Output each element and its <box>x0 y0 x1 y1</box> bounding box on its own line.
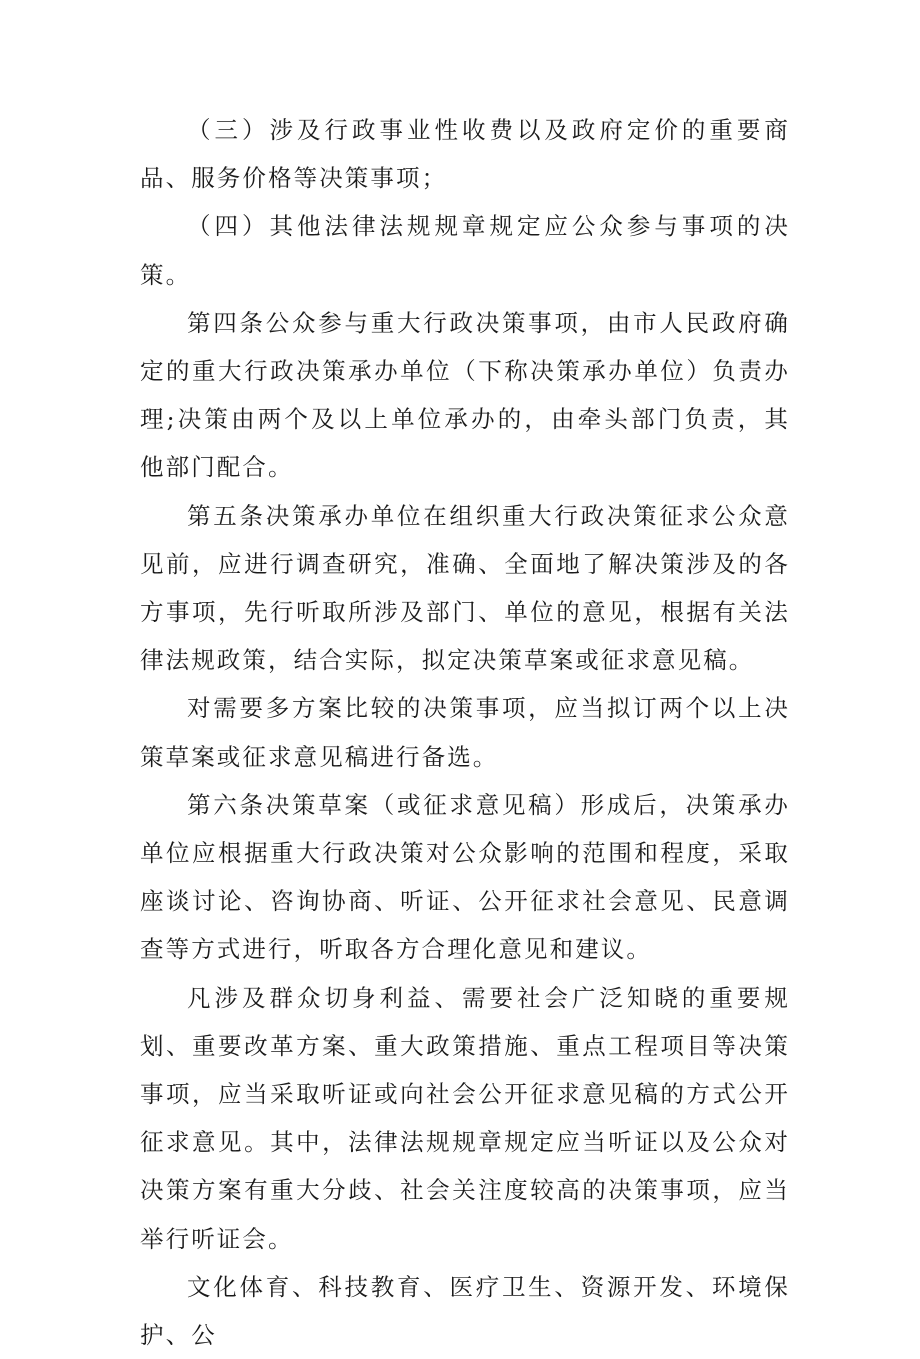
paragraph-article-6: 第六条决策草案（或征求意见稿）形成后，决策承办单位应根据重大行政决策对公众影响的范围和程度，采取座谈讨论、咨询协商、听证、公开征求社会意见、民意调查等方式进行，听取各方合理化意见和建议。 <box>140 790 790 964</box>
paragraph-culture-sports: 文化体育、科技教育、医疗卫生、资源开发、环境保护、公 <box>140 1272 790 1350</box>
paragraph-article-4: 第四条公众参与重大行政决策事项，由市人民政府确定的重大行政决策承办单位（下称决策承办单位）负责办理;决策由两个及以上单位承办的，由牵头部门负责，其他部门配合。 <box>140 308 790 482</box>
paragraph-article-5: 第五条决策承办单位在组织重大行政决策征求公众意见前，应进行调查研究，准确、全面地了解决策涉及的各方事项，先行听取所涉及部门、单位的意见，根据有关法律法规政策，结合实际，拟定决策草案或征求意见稿。 <box>140 501 790 675</box>
document-body <box>140 106 790 1359</box>
paragraph-multiple-drafts: 对需要多方案比较的决策事项，应当拟订两个以上决策草案或征求意见稿进行备选。 <box>140 694 790 771</box>
paragraph-public-hearing: 凡涉及群众切身利益、需要社会广泛知晓的重要规划、重要改革方案、重大政策措施、重点工程项目等决策事项，应当采取听证或向社会公开征求意见稿的方式公开征求意见。其中，法律法规规章规定应当听证以及公众对决策方案有重大分歧、社会关注度较高的决策事项，应当举行听证会。 <box>140 983 790 1253</box>
paragraph-item-3-fees: （三）涉及行政事业性收费以及政府定价的重要商品、服务价格等决策事项； <box>140 116 790 193</box>
paragraph-item-4-other: （四）其他法律法规规章规定应公众参与事项的决策。 <box>140 212 790 289</box>
